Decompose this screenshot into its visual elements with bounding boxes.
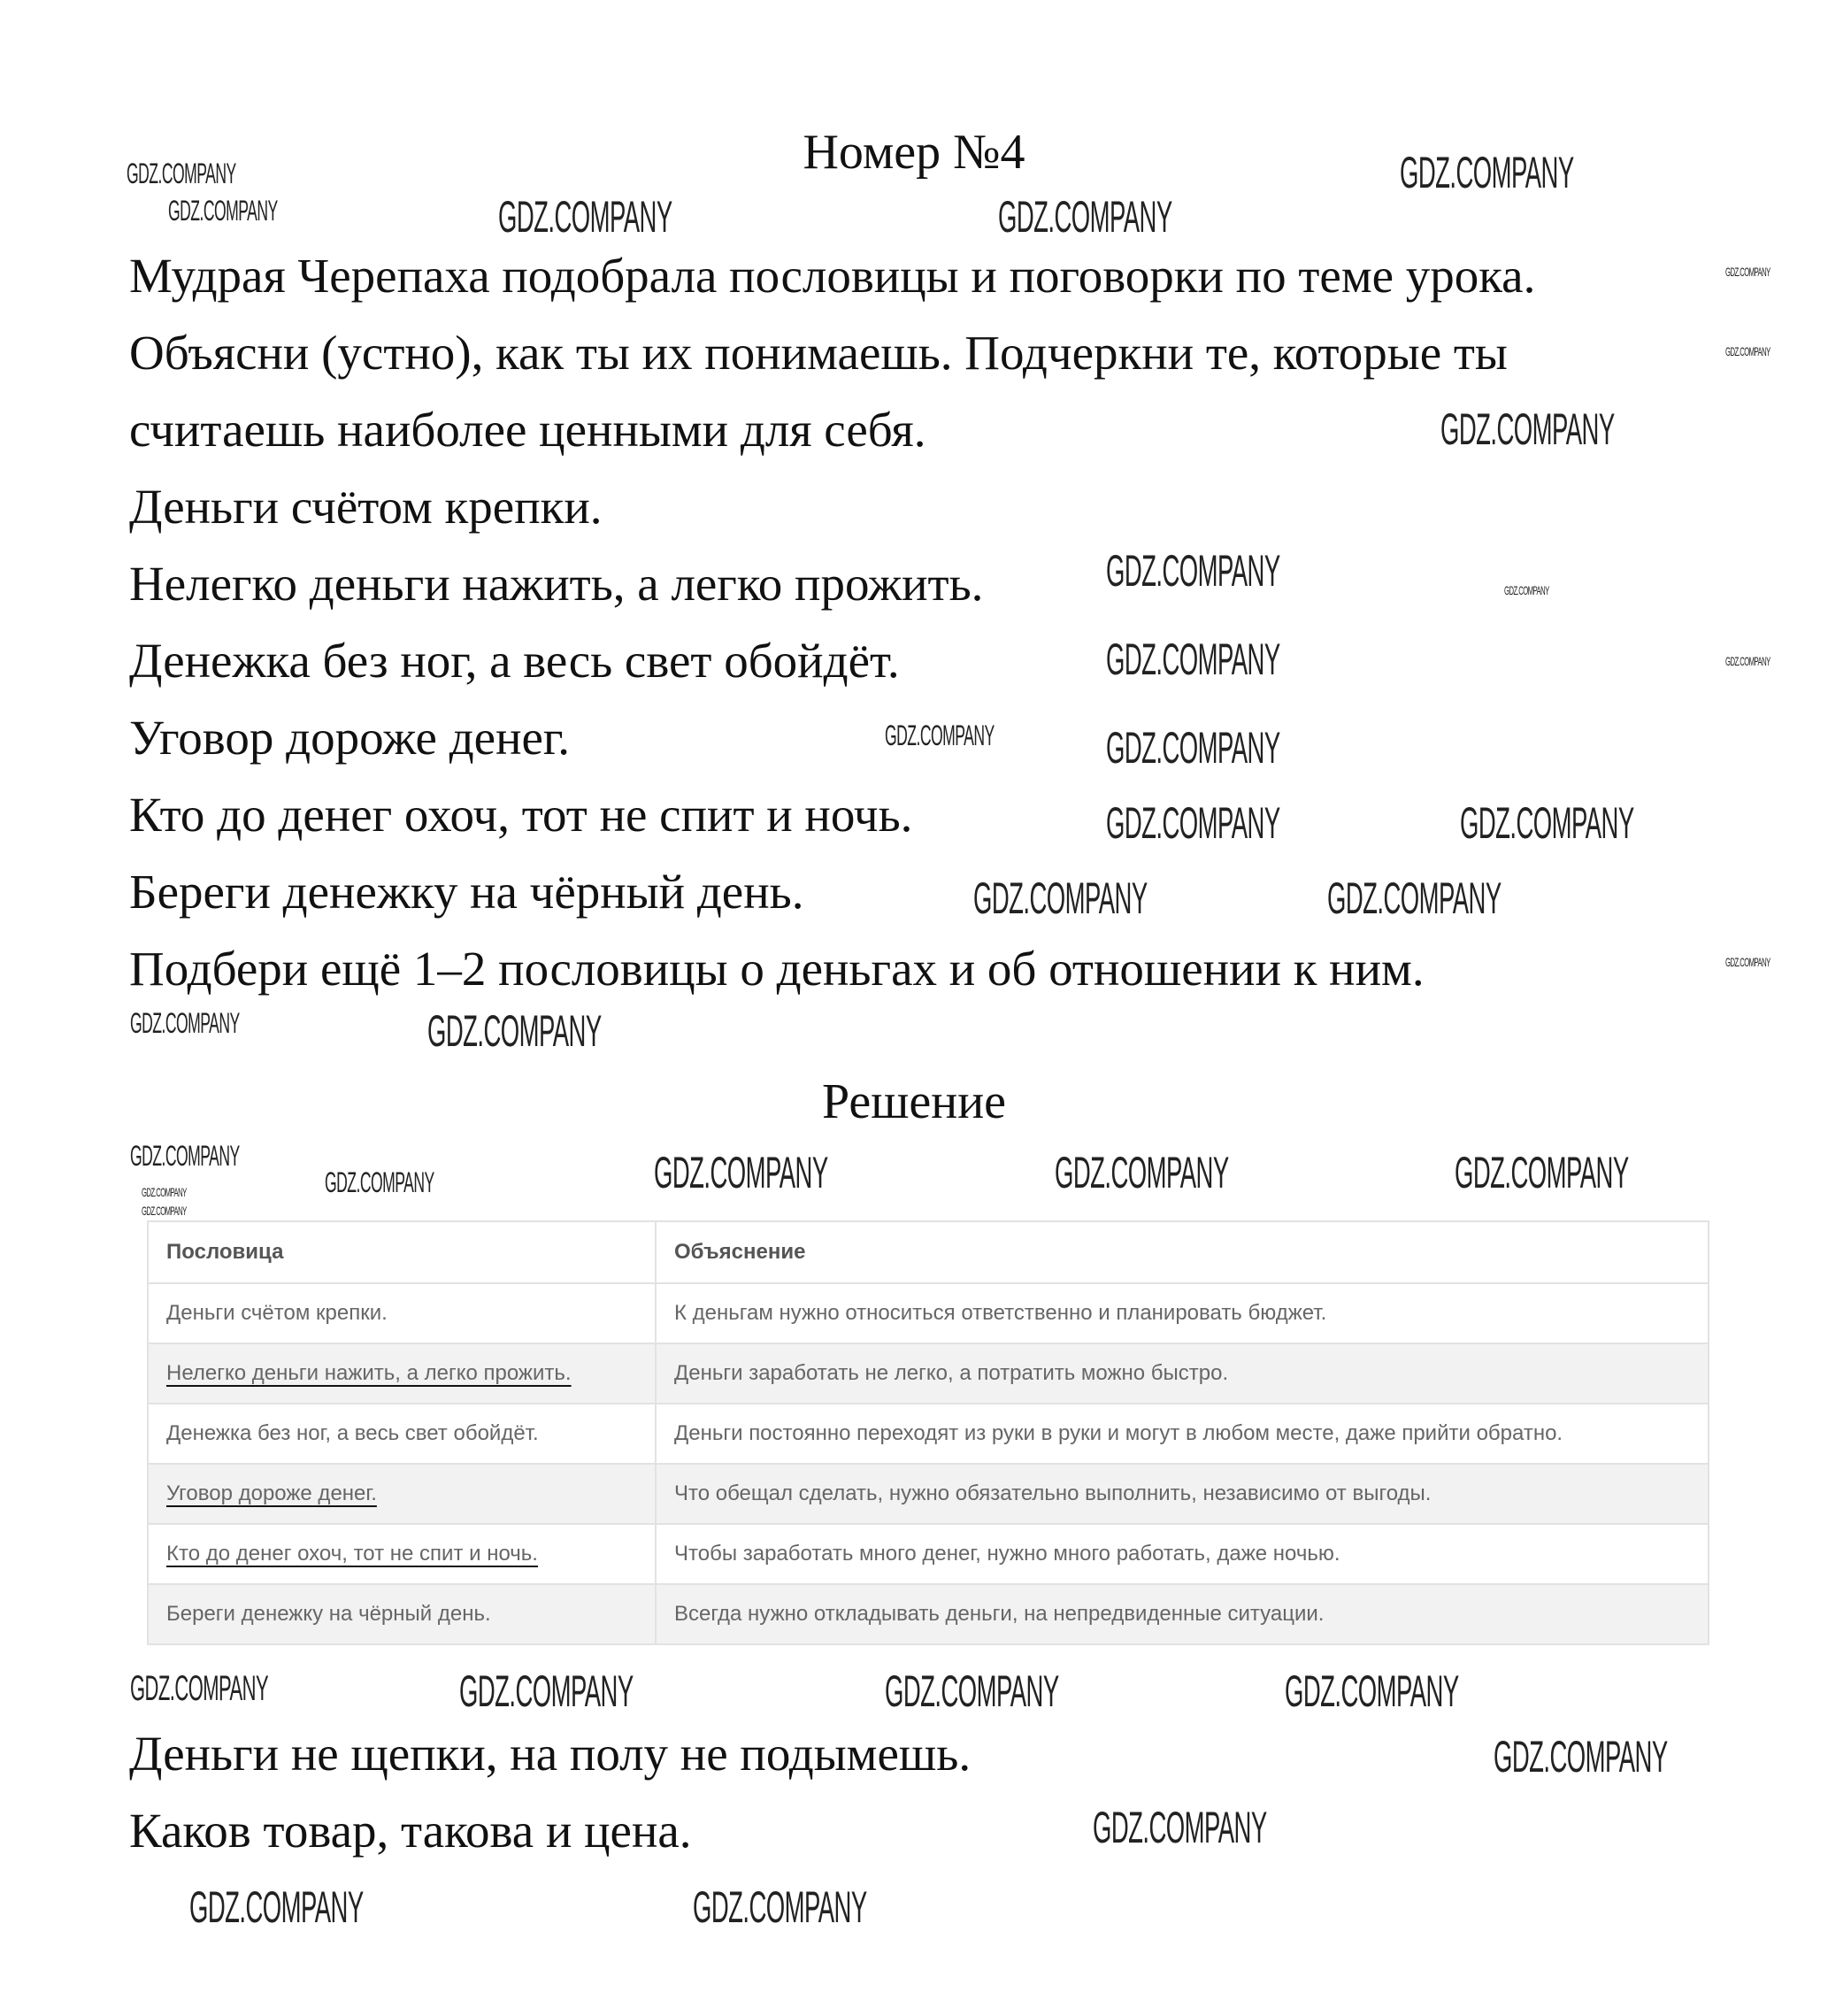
- watermark: GDZ.COMPANY: [427, 1006, 602, 1056]
- table-row: [148, 1343, 1709, 1404]
- watermark: GDZ.COMPANY: [1440, 404, 1615, 454]
- table-row: [148, 1404, 1709, 1464]
- proverb-cell: [148, 1464, 656, 1524]
- proverb-line: Нелегко деньги нажить, а легко прожить.: [129, 557, 984, 611]
- watermark: GDZ.COMPANY: [1327, 873, 1502, 923]
- watermark: GDZ.COMPANY: [885, 1666, 1059, 1716]
- watermark: GDZ.COMPANY: [459, 1666, 634, 1716]
- underlined-proverb: Кто до денег охоч, тот не спит и ночь.: [166, 1542, 538, 1566]
- proverb-cell: Деньги счётом крепки.: [148, 1283, 656, 1343]
- watermark: GDZ.COMPANY: [1460, 798, 1634, 848]
- proverb-line: Денежка без ног, а весь свет обойдёт.: [129, 634, 900, 688]
- proverb-cell: Денежка без ног, а весь свет обойдёт.: [148, 1404, 656, 1464]
- proverb-cell: [148, 1343, 656, 1404]
- explanation-cell: Деньги постоянно переходят из руки в руки и могут в любом месте, даже прийти обратно.: [656, 1404, 1709, 1464]
- watermark: GDZ.COMPANY: [1504, 583, 1549, 597]
- proverb-line: Уговор дороже денег.: [129, 711, 571, 765]
- task-line: Объясни (устно), как ты их понимаешь. Подчеркни те, которые ты: [129, 326, 1508, 380]
- watermark: GDZ.COMPANY: [1725, 265, 1770, 279]
- watermark: GDZ.COMPANY: [1494, 1732, 1668, 1781]
- proverb-line: Кто до денег охоч, тот не спит и ночь.: [129, 788, 913, 842]
- watermark: GDZ.COMPANY: [998, 192, 1172, 242]
- watermark: GDZ.COMPANY: [1106, 546, 1280, 596]
- explanation-cell: Всегда нужно откладывать деньги, на непредвиденные ситуации.: [656, 1584, 1709, 1644]
- table-row: [148, 1283, 1709, 1343]
- explanation-cell: Деньги заработать не легко, а потратить можно быстро.: [656, 1343, 1709, 1404]
- watermark: GDZ.COMPANY: [1093, 1803, 1267, 1852]
- solution-title: Решение: [821, 1074, 1007, 1129]
- watermark: GDZ.COMPANY: [189, 1882, 364, 1932]
- watermark: GDZ.COMPANY: [325, 1166, 434, 1198]
- task-line: считаешь наиболее ценными для себя.: [129, 403, 926, 457]
- watermark: GDZ.COMPANY: [1400, 148, 1574, 197]
- watermark: GDZ.COMPANY: [130, 1007, 240, 1039]
- watermark: GDZ.COMPANY: [130, 1669, 269, 1708]
- watermark: GDZ.COMPANY: [142, 1204, 187, 1218]
- watermark: GDZ.COMPANY: [1055, 1148, 1229, 1197]
- watermark: GDZ.COMPANY: [1285, 1666, 1459, 1716]
- task-line: Мудрая Черепаха подобрала пословицы и поговорки по теме урока.: [129, 249, 1536, 303]
- proverb-cell: [148, 1524, 656, 1584]
- watermark: GDZ.COMPANY: [885, 719, 995, 751]
- watermark: GDZ.COMPANY: [1725, 344, 1770, 358]
- watermark: GDZ.COMPANY: [1725, 654, 1770, 668]
- watermark: GDZ.COMPANY: [1106, 723, 1280, 773]
- task-line: Подбери ещё 1–2 пословицы о деньгах и об отношении к ним.: [129, 942, 1425, 996]
- watermark: GDZ.COMPANY: [130, 1140, 240, 1172]
- proverb-line: Береги денежку на чёрный день.: [129, 865, 804, 919]
- proverb-line: Деньги счётом крепки.: [129, 480, 603, 534]
- watermark: GDZ.COMPANY: [168, 195, 278, 227]
- solution-table: [147, 1220, 1709, 1645]
- watermark: GDZ.COMPANY: [1106, 798, 1280, 848]
- extra-proverb: Деньги не щепки, на полу не подымешь.: [129, 1727, 972, 1781]
- watermark: GDZ.COMPANY: [142, 1185, 187, 1199]
- table-row: [148, 1584, 1709, 1644]
- watermark: GDZ.COMPANY: [498, 192, 672, 242]
- header-explanation: Объяснение: [656, 1221, 1709, 1283]
- watermark: GDZ.COMPANY: [1725, 955, 1770, 969]
- watermark: GDZ.COMPANY: [654, 1148, 828, 1197]
- explanation-cell: Что обещал сделать, нужно обязательно выполнить, независимо от выгоды.: [656, 1464, 1709, 1524]
- watermark: GDZ.COMPANY: [1106, 635, 1280, 684]
- table-row: [148, 1524, 1709, 1584]
- proverb-cell: Береги денежку на чёрный день.: [148, 1584, 656, 1644]
- explanation-cell: К деньгам нужно относиться ответственно и планировать бюджет.: [656, 1283, 1709, 1343]
- extra-proverb: Каков товар, такова и цена.: [129, 1804, 692, 1858]
- watermark: GDZ.COMPANY: [1455, 1148, 1629, 1197]
- underlined-proverb: Уговор дороже денег.: [166, 1481, 377, 1505]
- page-title: Номер №4: [803, 125, 1025, 180]
- explanation-cell: Чтобы заработать много денег, нужно много работать, даже ночью.: [656, 1524, 1709, 1584]
- table-row: [148, 1464, 1709, 1524]
- watermark: GDZ.COMPANY: [693, 1882, 867, 1932]
- underlined-proverb: Нелегко деньги нажить, а легко прожить.: [166, 1361, 572, 1385]
- watermark: GDZ.COMPANY: [127, 158, 236, 189]
- header-proverb: Пословица: [148, 1221, 656, 1283]
- watermark: GDZ.COMPANY: [973, 873, 1148, 923]
- table-header-row: [148, 1221, 1709, 1283]
